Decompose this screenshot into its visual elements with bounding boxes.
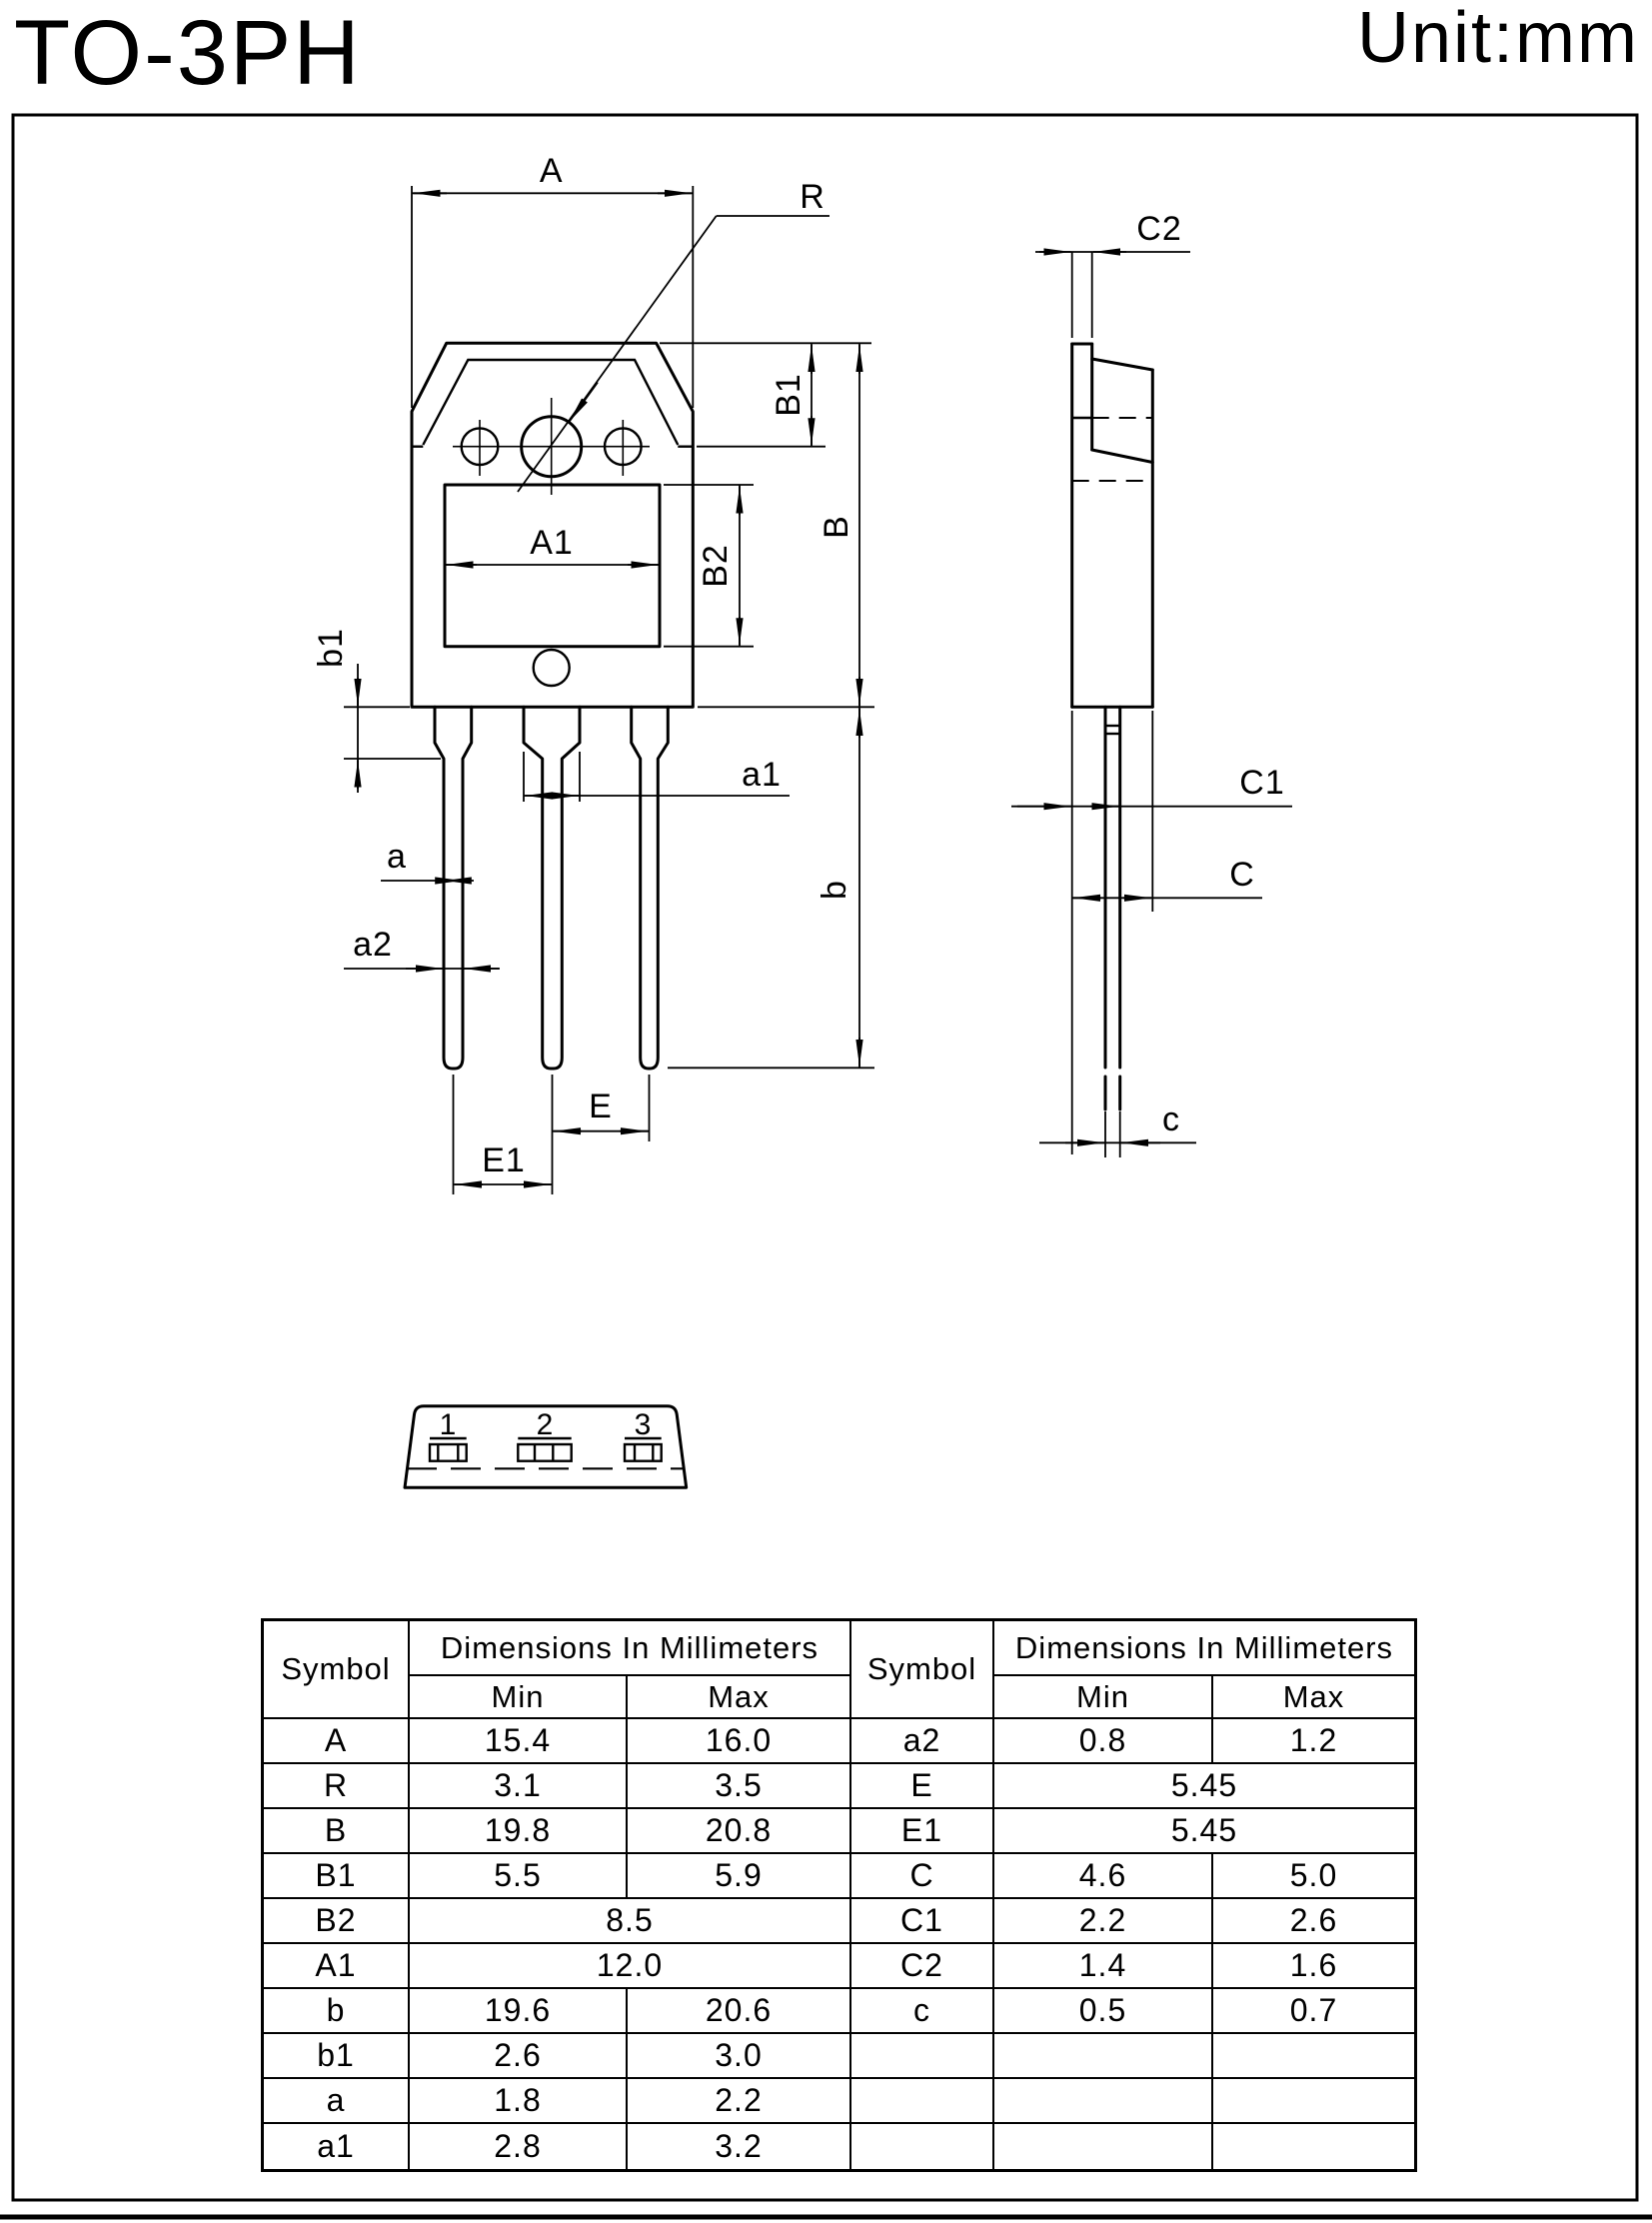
- table-cell-symbol: B: [264, 1809, 410, 1854]
- table-cell-max: 5.9: [628, 1854, 851, 1899]
- table-cell-min: 15.4: [410, 1719, 628, 1764]
- table-cell-value: 12.0: [410, 1944, 851, 1989]
- side-lead: [1105, 707, 1120, 1110]
- dim-label-a1: a1: [742, 756, 782, 794]
- table-cell-symbol: E: [851, 1764, 994, 1809]
- table-cell-symbol: a1: [264, 2124, 410, 2169]
- table-cell-max: [1213, 2079, 1414, 2124]
- table-cell-min: 5.5: [410, 1854, 628, 1899]
- table-cell-min: [994, 2124, 1213, 2169]
- table-header-min: Min: [410, 1676, 628, 1719]
- dimension-c: [1039, 1101, 1196, 1157]
- dim-label-E: E: [589, 1088, 613, 1125]
- table-header-dims: Dimensions In Millimeters: [994, 1621, 1414, 1676]
- table-cell-symbol: A: [264, 1719, 410, 1764]
- dimension-a2: [344, 926, 500, 969]
- table-cell-min: 19.6: [410, 1989, 628, 2034]
- page-title: TO-3PH: [14, 2, 362, 104]
- table-cell-symbol: a: [264, 2079, 410, 2124]
- pin2-section: [518, 1438, 571, 1461]
- pin-number-1: 1: [439, 1408, 457, 1441]
- table-cell-max: 5.0: [1213, 1854, 1414, 1899]
- dimension-b1: [312, 628, 441, 793]
- dim-label-E1: E1: [482, 1141, 526, 1179]
- table-cell-max: 0.7: [1213, 1989, 1414, 2034]
- table-cell-min: [994, 2034, 1213, 2079]
- dimension-B2: [664, 485, 754, 647]
- page-header: [14, 0, 1639, 104]
- lead-left: [435, 707, 472, 1069]
- table-cell-max: 1.2: [1213, 1719, 1414, 1764]
- table-header-dims: Dimensions In Millimeters: [410, 1621, 851, 1676]
- table-cell-min: 2.8: [410, 2124, 628, 2169]
- table-cell-max: [1213, 2034, 1414, 2079]
- table-cell-max: 2.2: [628, 2079, 851, 2124]
- table-cell-min: 2.6: [410, 2034, 628, 2079]
- dim-label-A1: A1: [530, 524, 574, 562]
- front-view: [312, 152, 874, 1194]
- table-cell-min: 1.8: [410, 2079, 628, 2124]
- table-cell-symbol: b1: [264, 2034, 410, 2079]
- dimension-E: [553, 1075, 650, 1194]
- dim-label-B: B: [818, 515, 855, 539]
- dimension-A: [412, 152, 693, 408]
- table-cell-symbol: [851, 2124, 994, 2169]
- dim-label-b: b: [816, 880, 853, 900]
- table-cell-symbol: C: [851, 1854, 994, 1899]
- table-header-max: Max: [1213, 1676, 1414, 1719]
- table-cell-value: 8.5: [410, 1899, 851, 1944]
- table-cell-symbol: A1: [264, 1944, 410, 1989]
- table-cell-symbol: [851, 2079, 994, 2124]
- tab-inner-outline: [423, 360, 678, 445]
- dim-label-c: c: [1162, 1101, 1180, 1138]
- dim-label-B1: B1: [770, 373, 808, 417]
- table-cell-min: [994, 2079, 1213, 2124]
- dim-label-C: C: [1229, 856, 1255, 894]
- table-cell-symbol: b: [264, 1989, 410, 2034]
- table-cell-symbol: B2: [264, 1899, 410, 1944]
- lead-right: [632, 707, 669, 1069]
- table-cell-max: [1213, 2124, 1414, 2169]
- bottom-view: [405, 1406, 687, 1488]
- unit-note: Unit:mm: [1357, 0, 1639, 78]
- table-header-symbol: Symbol: [264, 1621, 410, 1719]
- table-cell-max: 1.6: [1213, 1944, 1414, 1989]
- table-cell-min: 19.8: [410, 1809, 628, 1854]
- side-view: [1011, 210, 1292, 1157]
- table-cell-symbol: B1: [264, 1854, 410, 1899]
- table-cell-symbol: a2: [851, 1719, 994, 1764]
- dimension-C: [1072, 711, 1262, 912]
- dimension-R: [518, 178, 829, 492]
- table-cell-symbol: E1: [851, 1809, 994, 1854]
- dim-label-B2: B2: [697, 544, 735, 588]
- dimension-a: [381, 838, 474, 881]
- table-cell-value: 5.45: [994, 1764, 1414, 1809]
- dimension-E1: [454, 1075, 553, 1194]
- dimension-A1: [445, 524, 660, 565]
- dimension-C2: [1035, 210, 1190, 338]
- side-body-outline: [1072, 344, 1153, 707]
- dim-label-C1: C1: [1239, 764, 1285, 802]
- dim-label-A: A: [539, 152, 564, 190]
- table-cell-max: 2.6: [1213, 1899, 1414, 1944]
- table-cell-symbol: R: [264, 1764, 410, 1809]
- dim-label-a: a: [387, 838, 407, 876]
- pin1-section: [430, 1438, 467, 1461]
- table-cell-symbol: c: [851, 1989, 994, 2034]
- pin-number-2: 2: [536, 1408, 554, 1441]
- lower-hole: [534, 650, 570, 686]
- table-header-min: Min: [994, 1676, 1213, 1719]
- table-cell-min: 2.2: [994, 1899, 1213, 1944]
- table-cell-min: 3.1: [410, 1764, 628, 1809]
- dimension-table: [261, 1618, 1417, 2172]
- table-cell-symbol: C1: [851, 1899, 994, 1944]
- dim-label-a2: a2: [353, 926, 393, 964]
- pin-number-3: 3: [634, 1408, 652, 1441]
- table-cell-symbol: [851, 2034, 994, 2079]
- pin3-section: [625, 1438, 662, 1461]
- table-cell-max: 16.0: [628, 1719, 851, 1764]
- table-cell-max: 20.8: [628, 1809, 851, 1854]
- table-cell-min: 4.6: [994, 1854, 1213, 1899]
- table-cell-value: 5.45: [994, 1809, 1414, 1854]
- dim-label-R: R: [800, 178, 826, 216]
- table-cell-min: 1.4: [994, 1944, 1213, 1989]
- table-cell-min: 0.5: [994, 1989, 1213, 2034]
- dim-label-C2: C2: [1136, 210, 1182, 248]
- dim-label-b1: b1: [312, 628, 350, 668]
- lead-middle: [524, 707, 580, 1069]
- table-cell-max: 3.0: [628, 2034, 851, 2079]
- table-header-max: Max: [628, 1676, 851, 1719]
- table-cell-symbol: C2: [851, 1944, 994, 1989]
- table-cell-max: 3.2: [628, 2124, 851, 2169]
- table-header-symbol: Symbol: [851, 1621, 994, 1719]
- table-cell-max: 20.6: [628, 1989, 851, 2034]
- table-cell-min: 0.8: [994, 1719, 1213, 1764]
- table-cell-max: 3.5: [628, 1764, 851, 1809]
